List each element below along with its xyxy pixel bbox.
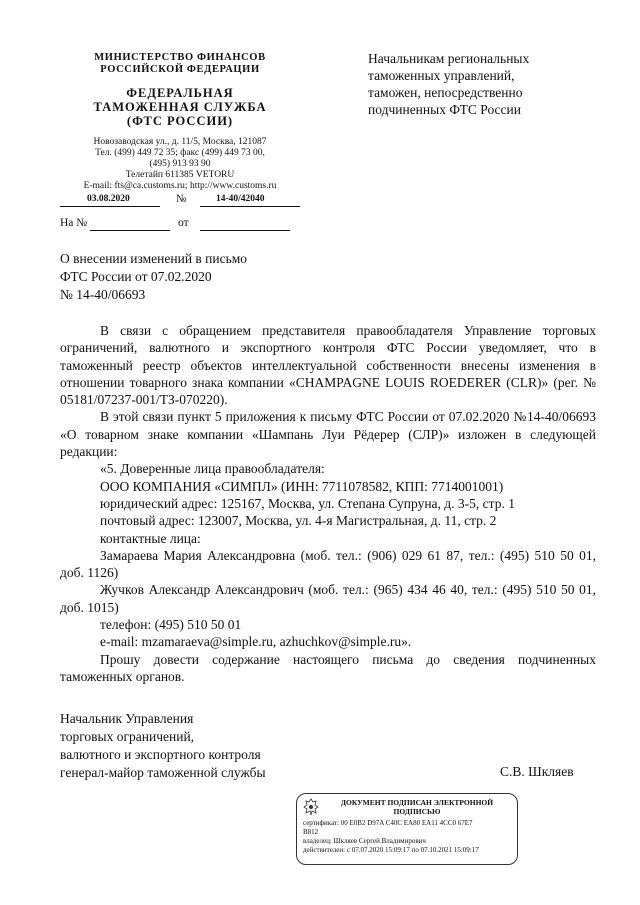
agency-header xyxy=(60,52,300,192)
body-paragraph: Прошу довести содержание настоящего письма до сведения подчиненных таможенных органов. xyxy=(60,651,596,684)
position-line: валютного и экспортного контроля xyxy=(60,747,261,762)
service-line: ТАМОЖЕННАЯ СЛУЖБА xyxy=(93,100,267,114)
stamp-certificate-tail: B812 xyxy=(303,828,319,836)
stamp-header xyxy=(303,798,511,816)
contact-person: Жучков Александр Александрович (моб. тел.: (965) 434 46 40, тел.: (495) 510 50 01, доб. 1015) xyxy=(60,582,596,615)
number-underline xyxy=(200,206,300,207)
stamp-title-line: ДОКУМЕНТ ПОДПИСАН ЭЛЕКТРОННОЙ xyxy=(340,798,494,807)
stamp-validity: действителен: с 07.07.2020 15:09:17 по 07.10.2021 15:09:17 xyxy=(303,846,479,854)
stamp-certificate: сертификат: 00 E0B2 D97A C40C EA80 EA11 4CC0 67E7 xyxy=(303,819,473,827)
addressee xyxy=(368,50,608,118)
stamp-title-line: ПОДПИСЬЮ xyxy=(393,807,441,816)
trustee-line: ООО КОМПАНИЯ «СИМПЛ» (ИНН: 7711078582, КПП: 7714001001) xyxy=(100,478,504,494)
service-name xyxy=(60,86,300,128)
body-paragraph: В этой связи пункт 5 приложения к письму ФТС России от 07.02.2020 №14-40/06693 «О товарном знаке компании «Шампань Луи Рёдерер (СЛР)» изложен в следующей редакции: xyxy=(60,409,596,460)
position-line: торговых ограничений, xyxy=(60,729,195,744)
ref-label: На № xyxy=(60,217,88,229)
trustee-line: контактные лица: xyxy=(100,530,201,546)
signatory-position xyxy=(60,710,360,782)
letter-body xyxy=(60,322,596,685)
ref-underline xyxy=(90,230,170,231)
subject-line: О внесении изменений в письмо xyxy=(60,251,248,266)
addressee-line: таможен, непосредственно xyxy=(368,85,523,100)
letter-subject xyxy=(60,250,360,304)
contact-line: Телетайп 611385 VETORU xyxy=(125,170,235,180)
number-sign: № xyxy=(176,193,187,205)
trustee-line: «5. Доверенные лица правообладателя: xyxy=(100,461,325,477)
date-underline xyxy=(60,206,160,207)
position-line: генерал-майор таможенной службы xyxy=(60,765,266,780)
contact-line: Тел. (499) 449 72 35; факс (499) 449 73 00, xyxy=(95,148,265,158)
body-paragraph: В связи с обращением представителя правообладателя Управление торговых ограничений, валютного и экспортного контроля ФТС России уведомляет, что в таможенный реестр объектов интеллектуальной собственности внесены изменения в отношении товарного знака компании «CHAMPAGNE LOUIS ROEDERER (CLR)» (рег. № 05181/07237-001/ТЗ-070220). xyxy=(60,323,596,408)
stamp-owner: владелец: Шкляев Сергей Владимирович xyxy=(303,837,426,845)
addressee-line: Начальникам региональных xyxy=(368,51,530,66)
contact-person: Замараева Мария Александровна (моб. тел.: (906) 029 61 87, тел.: (495) 510 50 01, доб. 1126) xyxy=(60,547,596,581)
contact-line: (495) 913 93 90 xyxy=(149,159,211,169)
ministry-name xyxy=(60,52,300,76)
contact-line: E-mail: fts@ca.customs.ru; http://www.customs.ru xyxy=(83,181,277,191)
service-line: ФЕДЕРАЛЬНАЯ xyxy=(126,86,234,100)
ministry-line: РОССИЙСКОЙ ФЕДЕРАЦИИ xyxy=(100,64,260,75)
trustee-line: юридический адрес: 125167, Москва, ул. Степана Супруна, д. 3-5, стр. 1 xyxy=(100,495,515,511)
contact-line: Новозаводская ул., д. 11/5, Москва, 121087 xyxy=(93,137,267,147)
trustee-line: e-mail: mzamaraeva@simple.ru, azhuchkov@simple.ru». xyxy=(100,634,412,650)
addressee-line: таможенных управлений, xyxy=(368,68,515,83)
trustee-line: почтовый адрес: 123007, Москва, ул. 4-я Магистральная, д. 11, стр. 2 xyxy=(100,513,497,529)
ministry-line: МИНИСТЕРСТВО ФИНАНСОВ xyxy=(94,52,266,63)
subject-line: № 14-40/06693 xyxy=(60,287,146,302)
stamp-title xyxy=(323,798,511,816)
from-underline xyxy=(200,230,290,231)
addressee-line: подчиненных ФТС России xyxy=(368,102,521,117)
subject-line: ФТС России от 07.02.2020 xyxy=(60,269,212,284)
agency-contacts xyxy=(60,137,300,192)
e-signature-stamp xyxy=(296,793,518,865)
letter-number: 14-40/42040 xyxy=(216,194,265,204)
letter-date: 03.08.2020 xyxy=(87,194,130,204)
service-line: (ФТС РОССИИ) xyxy=(126,114,234,128)
position-line: Начальник Управления xyxy=(60,711,194,726)
emblem-icon xyxy=(303,798,319,816)
from-label: от xyxy=(178,217,189,229)
signatory-name: С.В. Шкляев xyxy=(500,764,574,779)
trustee-line: телефон: (495) 510 50 01 xyxy=(100,617,242,633)
